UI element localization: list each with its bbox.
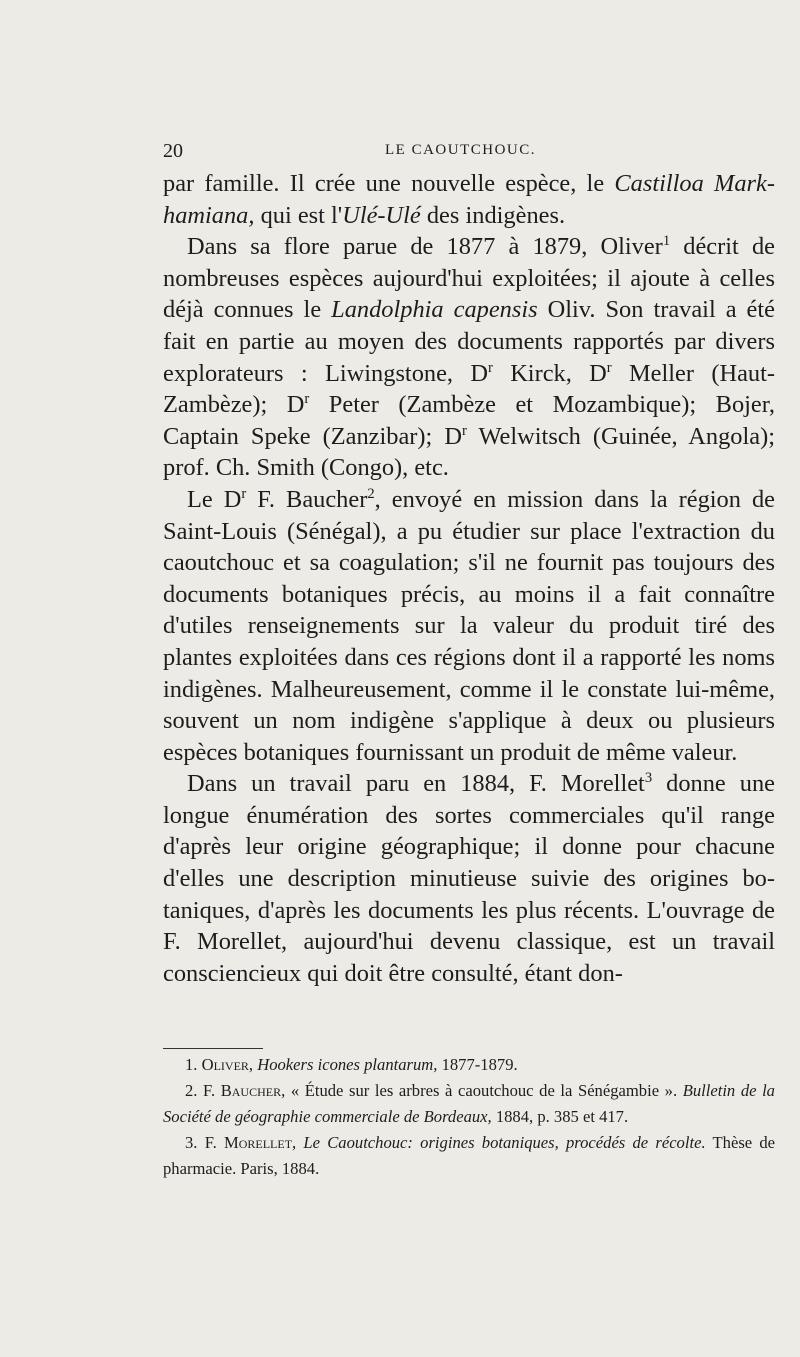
text-run: F. xyxy=(203,1081,221,1100)
superscript: r xyxy=(461,422,467,439)
species-name: Landolphia capensis xyxy=(331,296,538,324)
footnotes xyxy=(163,1052,775,1182)
footnote-ref-3: 3 xyxy=(644,770,653,787)
text-run: Dans un travail paru en 1884, F. Morellet xyxy=(187,770,645,798)
text-run: Kirck, D xyxy=(492,359,607,387)
text-run: décrit de nombreuses espèces aujourd'hui exploitées; il ajoute à celles déjà connues le xyxy=(163,233,776,324)
text-run: Dans sa flore parue de 1877 à 1879, Oliver xyxy=(187,233,663,261)
footnote-title: Hookers icones plantarum, xyxy=(257,1055,438,1074)
paragraph-1 xyxy=(163,168,775,231)
text-run: donne une longue énumération des sortes commerciales qu'il range d'après leur origine géographique; il donne pour chacune d'elles une description minutieuse suivie des origines botaniques, d'après les documents les plus récents. L'ouvrage de F. Morellet, aujourd'hui devenu classique, est un travail consciencieux qui doit être consulté, étant don- xyxy=(163,770,775,987)
text-run: F. xyxy=(204,1133,224,1152)
species-name: Castilloa Markhamiana, xyxy=(163,170,775,229)
text-run: Thèse de pharmacie. Paris, 1884. xyxy=(163,1133,776,1178)
text-run: Welwitsch (Guinée, Angola); prof. Ch. Smith (Congo), etc. xyxy=(163,422,775,482)
page-number: 20 xyxy=(163,140,183,162)
running-title: LE CAOUTCHOUC. xyxy=(385,142,536,158)
text-run: , xyxy=(292,1133,304,1152)
paragraph-2 xyxy=(163,231,775,484)
footnote-author: Baucher xyxy=(220,1081,282,1100)
footnote-ref-1: 1 xyxy=(662,233,671,250)
text-run: Le D xyxy=(187,485,242,513)
footnote-number: 2. xyxy=(185,1081,198,1100)
body-text xyxy=(163,168,775,989)
text-run: 1884, p. 385 et 417. xyxy=(491,1107,629,1126)
text-run: qui est l' xyxy=(254,201,343,229)
footnote-author: Oliver xyxy=(201,1055,249,1074)
footnote-number: 3. xyxy=(185,1133,198,1152)
footnote-2 xyxy=(163,1078,775,1130)
superscript: r xyxy=(487,359,493,376)
text-run: , xyxy=(248,1055,258,1074)
text-run: 1877-1879. xyxy=(437,1055,518,1074)
footnote-3 xyxy=(163,1130,775,1182)
superscript: r xyxy=(241,485,247,502)
indigenous-name: Ulé-Ulé xyxy=(342,201,421,229)
text-run: Oliv. Son travail a été fait en partie au moyen des documents rapportés par divers explorateurs : Liwingstone, D xyxy=(163,296,775,387)
text-run: Meller (Haut-Zambèze); D xyxy=(163,359,775,419)
paragraph-3 xyxy=(163,484,775,768)
superscript: r xyxy=(606,359,612,376)
footnote-divider xyxy=(163,1048,263,1049)
text-run: , « Étude sur les arbres à caoutchouc de la Sénégambie ». xyxy=(281,1081,683,1100)
text-run: des indigènes. xyxy=(420,201,566,229)
text-run: Peter (Zambèze et Mozambique); Bojer, Captain Speke (Zanzibar); D xyxy=(163,391,775,450)
text-run: F. Baucher xyxy=(246,485,368,513)
superscript: r xyxy=(304,391,310,408)
footnote-ref-2: 2 xyxy=(367,485,375,502)
paragraph-4 xyxy=(163,768,775,989)
footnote-author: Morellet xyxy=(223,1133,293,1152)
footnote-1 xyxy=(163,1052,775,1078)
footnote-number: 1. xyxy=(185,1055,198,1074)
footnote-title: Le Caoutchouc: origines botaniques, procédés de récolte. xyxy=(303,1133,706,1152)
footnote-title: Bulletin de la Société de géographie commerciale de Bordeaux, xyxy=(163,1081,775,1126)
text-run: , envoyé en mission dans la région de Saint-Louis (Sénégal), a pu étudier sur place l'extraction du caoutchouc et sa coagulation; s'il ne fournit pas toujours des documents botaniques précis, au moins il a fait connaître d'utiles renseignements sur la valeur du produit tiré des plantes exploitées dans ces régions dont il a rapporté les noms indigènes. Malheureusement, comme il le constate lui-même, souvent un nom indigène s'applique à deux ou plusieurs espèces botaniques fournissant un produit de même valeur. xyxy=(163,485,775,766)
page-header xyxy=(163,140,773,170)
text-run: par famille. Il crée une nouvelle espèce, le xyxy=(163,170,615,197)
